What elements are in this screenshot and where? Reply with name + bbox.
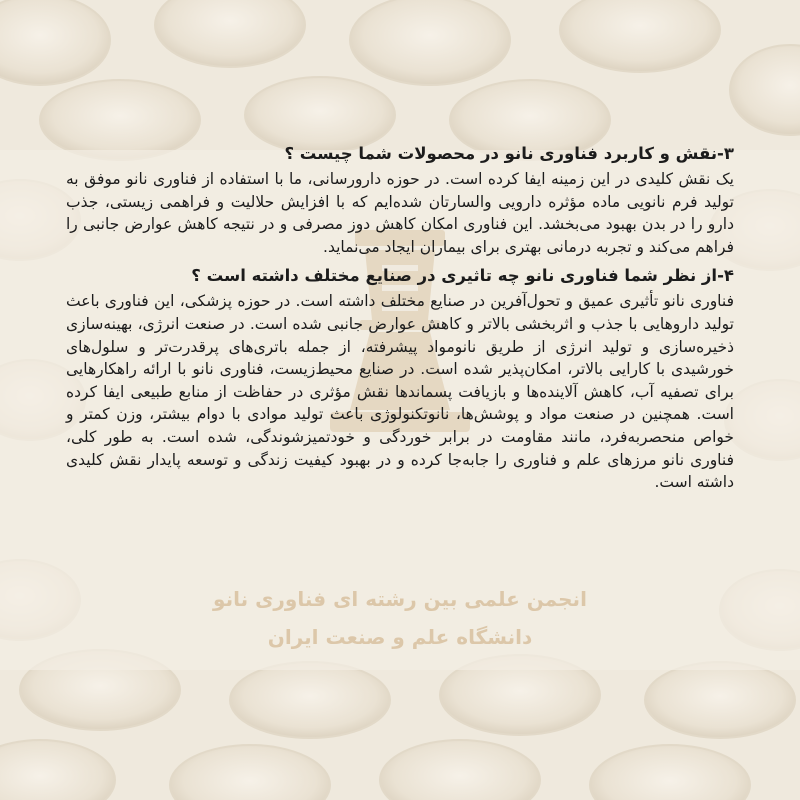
footer-signature xyxy=(0,580,800,656)
article-content xyxy=(66,142,734,500)
question-4-answer: فناوری نانو تأثیری عمیق و تحول‌آفرین در صنایع مختلف داشته است. در حوزه پزشکی، این فناوری باعث تولید داروهایی با جذب و اثربخشی بالاتر و کاهش عوارض جانبی شده است. در صنعت انرژی، بهینه‌سازی ذخیره‌سازی و تولید انرژی از طریق نانومواد پیشرفته، از جمله باتری‌های پرقدرت‌تر و سلول‌های خورشیدی با کارایی بالاتر، امکان‌پذیر شده است. در صنایع محیط‌زیست، فناوری نانو با ارائه راهکارهایی برای تصفیه آب، کاهش آلاینده‌ها و بازیافت پسماندها نقش مؤثری در حفاظت از منابع طبیعی ایفا کرده است. همچنین در صنعت مواد و پوشش‌ها، نانوتکنولوژی باعث تولید موادی با دوام بیشتر، وزن کمتر و خواص منحصربه‌فرد، مانند مقاومت در برابر خوردگی و خودتمیزشوندگی، شده است. به طور کلی، فناوری نانو مرزهای علم و فناوری را جابه‌جا کرده و در بهبود کیفیت زندگی و توسعه پایدار نقش کلیدی داشته است. xyxy=(66,292,734,492)
association-name: انجمن علمی بین رشته ای فناوری نانو xyxy=(213,587,587,611)
question-3-answer: یک نقش کلیدی در این زمینه ایفا کرده است. در حوزه دارورسانی، ما با استفاده از فناوری نانو موفق به تولید فرم نانویی ماده مؤثره دارویی والسارتان شده‌ایم که با افزایش حلالیت و فراهمی زیستی، جذب دارو را در بدن بهبود می‌بخشد. این فناوری امکان کاهش دوز مصرفی و در نتیجه کاهش عوارض جانبی را فراهم می‌کند و تجربه درمانی بهتری برای بیماران ایجاد می‌نماید. xyxy=(66,170,734,256)
question-3-heading: ۳-نقش و کاربرد فناوری نانو در محصولات شما چیست ؟ xyxy=(284,144,734,163)
question-4-heading: ۴-از نظر شما فناوری نانو چه تاثیری در صنایع مختلف داشته است ؟ xyxy=(191,266,734,286)
university-name: دانشگاه علم و صنعت ایران xyxy=(267,625,533,649)
